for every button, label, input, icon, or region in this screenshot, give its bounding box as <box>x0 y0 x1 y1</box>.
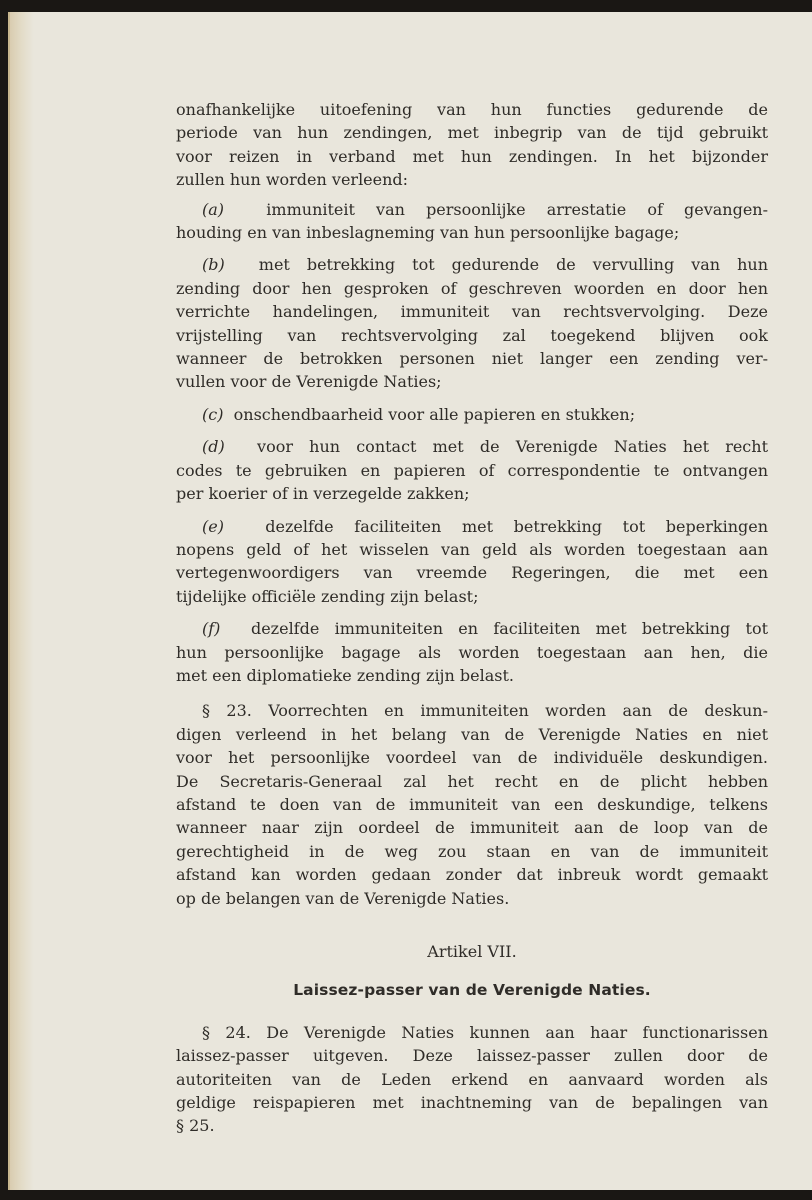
item-marker: (f) <box>202 619 221 639</box>
item-marker: (c) <box>202 404 224 424</box>
article-heading: Artikel VII. <box>427 942 517 961</box>
text-line: voor het persoonlijke voordeel van de individuële deskundigen. <box>176 748 768 768</box>
text-line: § 25. <box>176 1116 215 1136</box>
list-item-c <box>176 403 768 426</box>
text-line <box>176 617 768 640</box>
item-marker: (d) <box>202 437 225 457</box>
text-line: gerechtigheid in de weg zou staan en van de immuniteit <box>176 841 768 861</box>
text-line: § 23. Voorrechten en immuniteiten worden aan de deskun- <box>202 701 768 721</box>
text-line: § 24. De Verenigde Naties kunnen aan haar functionarissen <box>202 1022 768 1042</box>
item-text: dezelfde faciliteiten met betrekking tot beperkingen <box>265 516 769 536</box>
item-text: immuniteit van persoonlijke arrestatie of gevangen- <box>266 199 769 219</box>
page-binding-edge <box>8 12 34 1190</box>
item-marker: (e) <box>202 516 224 536</box>
item-text: met betrekking tot gedurende de vervulling van hun <box>258 255 769 275</box>
text-line <box>176 198 768 221</box>
text-line: vullen voor de Verenigde Naties; <box>176 372 442 392</box>
text-line <box>176 253 768 276</box>
text-line: vertegenwoordigers van vreemde Regeringen, die met een <box>176 563 768 583</box>
text-line: codes te gebruiken en papieren of correspondentie te ontvangen <box>176 460 768 480</box>
text-line: digen verleend in het belang van de Verenigde Naties en niet <box>176 724 768 744</box>
text-line: houding en van inbeslagneming van hun persoonlijke bagage; <box>176 223 680 243</box>
text-line: autoriteiten van de Leden erkend en aanvaard worden als <box>176 1069 768 1089</box>
list-item-f <box>176 617 768 687</box>
item-marker: (a) <box>202 199 225 219</box>
text-line: wanneer naar zijn oordeel de immuniteit aan de loop van de <box>176 818 768 838</box>
text-line: zullen hun worden verleend: <box>176 170 409 190</box>
intro-paragraph <box>176 98 768 192</box>
text-line: afstand te doen van de immuniteit van een deskundige, telkens <box>176 794 768 814</box>
item-marker: (b) <box>202 255 225 275</box>
article-title: Laissez-passer van de Verenigde Naties. <box>293 981 651 1000</box>
text-line: met een diplomatieke zending zijn belast. <box>176 665 514 685</box>
text-line: zending door hen gesproken of geschreven woorden en door hen <box>176 278 768 298</box>
text-line <box>176 435 768 458</box>
text-line: De Secretaris-Generaal zal het recht en de plicht hebben <box>176 771 768 791</box>
text-line: wanneer de betrokken personen niet langer een zending ver- <box>176 349 768 369</box>
list-item-d <box>176 435 768 505</box>
text-line: hun persoonlijke bagage als worden toegestaan aan hen, die <box>176 642 768 662</box>
text-line: per koerier of in verzegelde zakken; <box>176 484 470 504</box>
document-body <box>176 98 768 1138</box>
item-text: onschendbaarheid voor alle papieren en stukken; <box>233 404 636 424</box>
section-23 <box>176 699 768 910</box>
text-line <box>176 403 768 426</box>
text-line: onafhankelijke uitoefening van hun functies gedurende de <box>176 100 768 119</box>
text-line: nopens geld of het wisselen van geld als worden toegestaan aan <box>176 539 768 559</box>
text-line: geldige reispapieren met inachtneming van de bepalingen van <box>176 1093 768 1113</box>
text-line: vrijstelling van rechtsvervolging zal toegekend blijven ook <box>176 325 768 345</box>
text-line: periode van hun zendingen, met inbegrip van de tijd gebruikt <box>176 123 768 143</box>
list-item-b <box>176 253 768 393</box>
text-line: voor reizen in verband met hun zendingen. In het bijzonder <box>176 146 768 166</box>
list-item-e <box>176 515 768 609</box>
text-line: tijdelijke officiële zending zijn belast; <box>176 586 479 606</box>
text-line: op de belangen van de Verenigde Naties. <box>176 888 510 908</box>
text-line: verrichte handelingen, immuniteit van rechtsvervolging. Deze <box>176 302 768 322</box>
item-text: voor hun contact met de Verenigde Naties het recht <box>257 437 769 457</box>
section-24 <box>176 1021 768 1138</box>
text-line: afstand kan worden gedaan zonder dat inbreuk wordt gemaakt <box>176 865 768 885</box>
text-line <box>176 515 768 538</box>
item-text: dezelfde immuniteiten en faciliteiten met betrekking tot <box>250 619 768 639</box>
list-item-a <box>176 198 768 245</box>
text-line: laissez-passer uitgeven. Deze laissez-passer zullen door de <box>176 1046 768 1066</box>
